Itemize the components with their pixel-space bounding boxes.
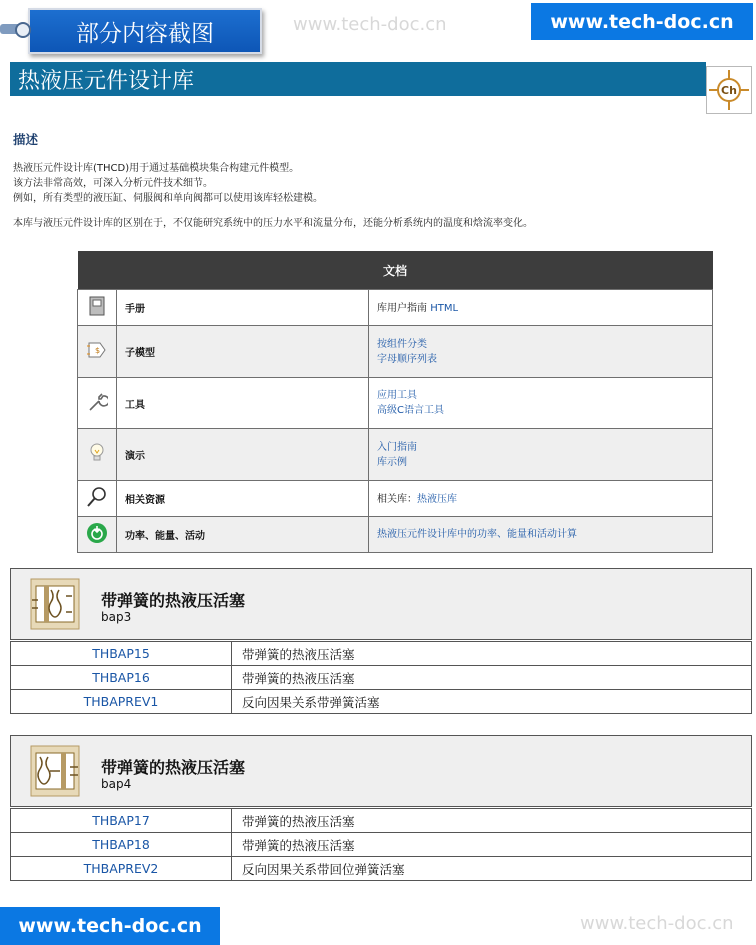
component-subtitle: bap3 <box>101 610 132 624</box>
wrench-icon <box>78 378 117 429</box>
submodel-description: 带弹簧的热液压活塞 <box>232 809 752 833</box>
submodel-description: 带弹簧的热液压活塞 <box>232 666 752 690</box>
library-logo-icon <box>706 66 752 114</box>
component-title: 带弹簧的热液压活塞 <box>101 758 246 777</box>
table-row <box>11 857 752 881</box>
svg-text:$: $ <box>95 346 101 355</box>
doc-row-label: 手册 <box>117 290 369 326</box>
lightbulb-icon <box>78 429 117 481</box>
doc-link-prefix: 库用户指南 <box>377 303 431 314</box>
description-line: 热液压元件设计库(THCD)用于通过基础模块集合构建元件模型。 <box>13 163 300 174</box>
doc-row-label: 子模型 <box>117 326 369 378</box>
watermark-bottom: www.tech-doc.cn <box>580 913 734 934</box>
table-row <box>11 642 752 666</box>
submodel-description: 带弹簧的热液压活塞 <box>232 642 752 666</box>
doc-link-app-tools[interactable]: 应用工具 <box>377 390 417 401</box>
submodel-code-link[interactable]: THBAPREV2 <box>11 857 232 881</box>
doc-link-thermal-hydraulic-lib[interactable]: 热液压库 <box>417 494 457 505</box>
brand-link-bottom[interactable]: www.tech-doc.cn <box>0 907 220 945</box>
doc-row-label: 功率、能量、活动 <box>117 517 369 553</box>
submodel-code-link[interactable]: THBAP15 <box>11 642 232 666</box>
doc-row-resources <box>78 481 713 517</box>
doc-row-tools <box>78 378 713 429</box>
energy-icon <box>78 517 117 553</box>
spring-piston-icon <box>30 745 80 797</box>
table-row <box>11 833 752 857</box>
badge-pin-icon <box>15 22 31 38</box>
watermark-top: www.tech-doc.cn <box>293 14 447 35</box>
doc-row-label: 工具 <box>117 378 369 429</box>
description-line: 该方法非常高效，可深入分析元件技术细节。 <box>13 178 213 189</box>
doc-link-energy-calc[interactable]: 热液压元件设计库中的功率、能量和活动计算 <box>377 529 577 540</box>
doc-link-library-examples[interactable]: 库示例 <box>377 456 407 468</box>
logo-text: Ch <box>721 84 737 97</box>
doc-row-label: 相关资源 <box>117 481 369 517</box>
description-heading: 描述 <box>13 132 39 147</box>
submodel-description: 反向因果关系带弹簧活塞 <box>232 690 752 714</box>
submodel-description: 带弹簧的热液压活塞 <box>232 833 752 857</box>
component-subtitle: bap4 <box>101 777 132 791</box>
doc-row-energy <box>78 517 713 553</box>
brand-link-top[interactable]: www.tech-doc.cn <box>531 3 753 40</box>
doc-link-advanced-c-tools[interactable]: 高级C语言工具 <box>377 405 444 416</box>
component-table <box>10 808 752 881</box>
description-line: 本库与液压元件设计库的区别在于，不仅能研究系统中的压力水平和流量分布，还能分析系统内的温度和焓流率变化。 <box>13 218 533 229</box>
doc-row-submodel <box>78 326 713 378</box>
magnifier-icon <box>78 481 117 517</box>
submodel-code-link[interactable]: THBAP18 <box>11 833 232 857</box>
component-title: 带弹簧的热液压活塞 <box>101 591 246 610</box>
page-title: 热液压元件设计库 <box>10 62 706 96</box>
doc-link-getting-started[interactable]: 入门指南 <box>377 441 417 453</box>
spring-piston-icon <box>30 578 80 630</box>
manual-icon <box>78 290 117 326</box>
submodel-description: 反向因果关系带回位弹簧活塞 <box>232 857 752 881</box>
doc-row-label: 演示 <box>117 429 369 481</box>
doc-link-alphabetical[interactable]: 字母顺序列表 <box>377 353 437 365</box>
documentation-header: 文档 <box>78 251 713 290</box>
doc-row-demo <box>78 429 713 481</box>
table-row <box>11 809 752 833</box>
submodel-code-link[interactable]: THBAP16 <box>11 666 232 690</box>
table-row <box>11 666 752 690</box>
doc-link-prefix: 相关库： <box>377 494 417 505</box>
description-line: 例如，所有类型的液压缸、伺服阀和单向阀都可以使用该库轻松建模。 <box>13 193 323 204</box>
doc-link-html[interactable]: HTML <box>430 303 459 314</box>
table-row <box>11 690 752 714</box>
documentation-table <box>77 251 713 553</box>
excerpt-badge: 部分内容截图 <box>28 8 262 54</box>
doc-link-by-component[interactable]: 按组件分类 <box>377 338 427 350</box>
doc-row-manual <box>78 290 713 326</box>
component-table <box>10 641 752 714</box>
submodel-code-link[interactable]: THBAPREV1 <box>11 690 232 714</box>
submodel-icon <box>78 326 117 378</box>
submodel-code-link[interactable]: THBAP17 <box>11 809 232 833</box>
